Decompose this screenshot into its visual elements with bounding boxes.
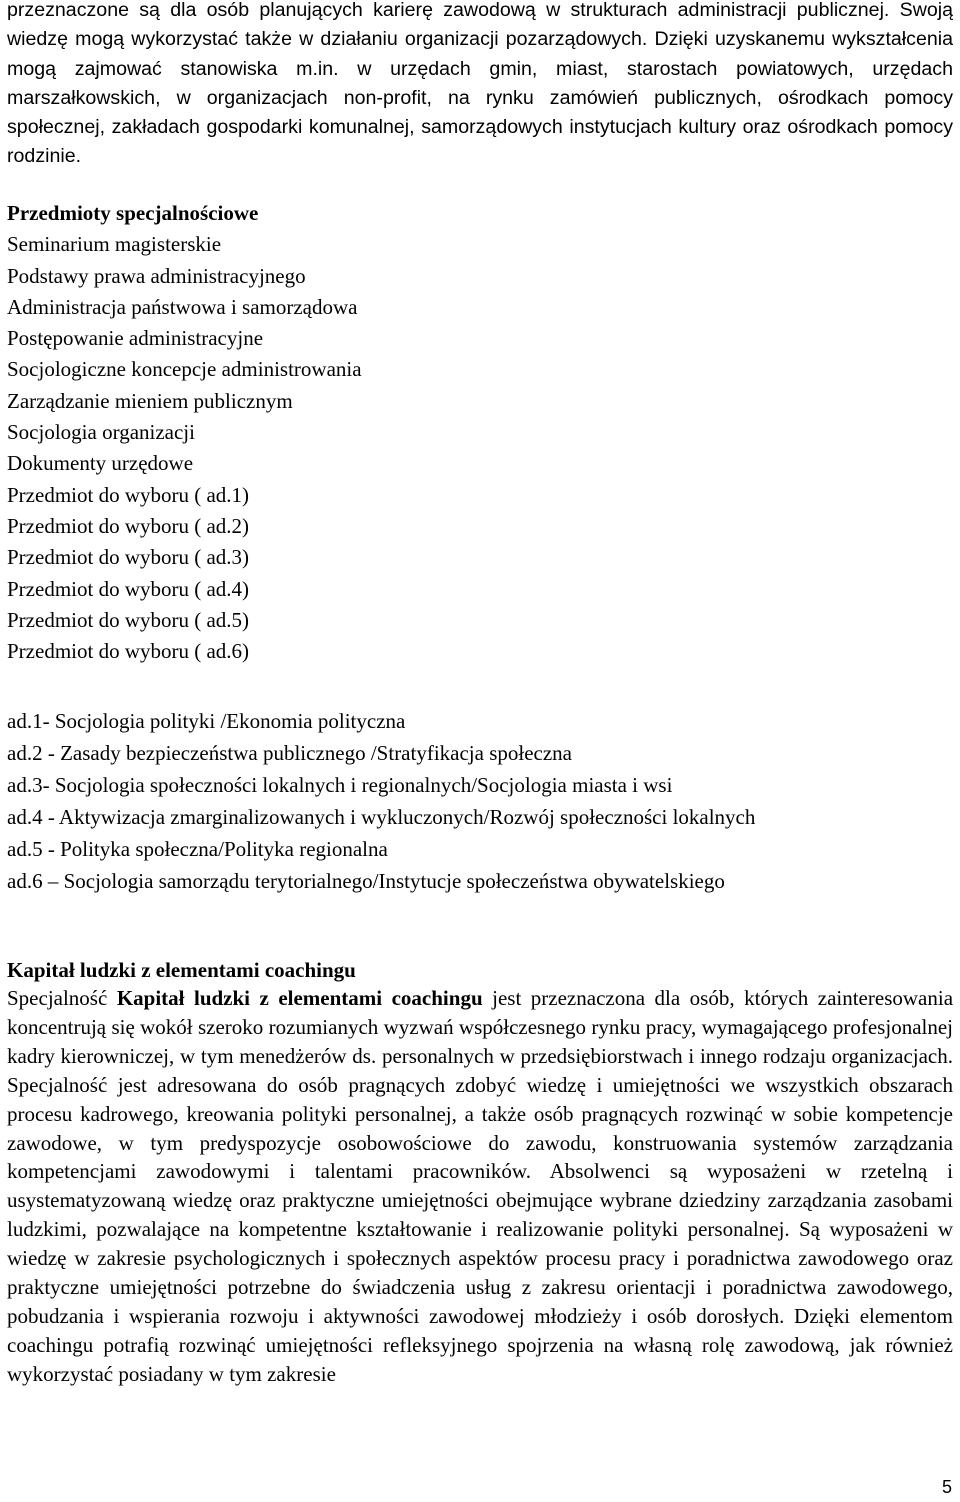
page-number: 5 bbox=[941, 1477, 952, 1497]
section-title: Kapitał ludzki z elementami coachingu bbox=[7, 958, 356, 982]
elective-note: ad.4 - Aktywizacja zmarginalizowanych i wykluczonych/Rozwój społeczności lokalnych bbox=[7, 805, 756, 829]
subject-item: Administracja państwowa i samorządowa bbox=[7, 294, 358, 319]
subject-item: Przedmiot do wyboru ( ad.1) bbox=[7, 482, 250, 507]
elective-note: ad.2 - Zasady bezpieczeństwa publicznego /Stratyfikacja społeczna bbox=[7, 741, 573, 765]
subject-item: Przedmiot do wyboru ( ad.2) bbox=[7, 513, 250, 538]
subject-item: Seminarium magisterskie bbox=[7, 232, 222, 257]
section-text: jest przeznaczona dla osób, których zainteresowania koncentrują się wokół szeroko rozumianych wyzwań współczesnego rynku pracy, wymagającego profesjonalnej kadry kierowniczej, w tym menedżerów ds. personalnych w przedsiębiorstwach i innego rodzaju organizacjach. Specjalność jest adresowana do osób pragnących zdobyć wiedzę i umiejętności we wszystkich obszarach procesu kadrowego, kreowania polityki personalnej, a także osób pragnących rozwinąć w sobie kompetencje zawodowe, w tym predyspozycje osobowościowe do zawodu, konstruowania systemów zarządzania kompetencjami zawodowymi i talentami pracowników. Absolwenci są wyposażeni w rzetelną i usystematyzowaną wiedzę oraz praktyczne umiejętności obejmujące wybrane dziedziny zarządzania zasobami ludzkimi, pozwalające na kompetentne kształtowanie i realizowanie polityki personalnej. Są wyposażeni w wiedzę w zakresie psychologicznych i społecznych aspektów procesu pracy i poradnictwa zawodowego oraz praktyczne umiejętności potrzebne do świadczenia usług z zakresu orientacji i poradnictwa zawodowego, pobudzania i wspierania rozwoju i aktywności zawodowej młodzieży i osób dorosłych. Dzięki elementom coachingu potrafią rozwinąć umiejętności refleksyjnego spojrzenia na własną rolę zawodową, jak również wykorzystać posiadany w tym zakresie bbox=[7, 986, 954, 1386]
subject-item: Postępowanie administracyjne bbox=[7, 326, 264, 351]
subjects-heading: Przedmioty specjalnościowe bbox=[7, 201, 259, 225]
elective-note: ad.5 - Polityka społeczna/Polityka regionalna bbox=[7, 837, 388, 861]
subject-item: Zarządzanie mieniem publicznym bbox=[7, 388, 293, 413]
subject-item: Socjologia organizacji bbox=[7, 420, 195, 445]
elective-note: ad.1- Socjologia polityki /Ekonomia polityczna bbox=[7, 709, 406, 733]
section-lead: Specjalność bbox=[7, 986, 108, 1010]
elective-note: ad.6 – Socjologia samorządu terytorialnego/Instytucje społeczeństwa obywatelskiego bbox=[7, 869, 725, 893]
electives-list bbox=[7, 705, 755, 897]
subject-item: Socjologiczne koncepcje administrowania bbox=[7, 357, 362, 382]
subject-item: Przedmiot do wyboru ( ad.5) bbox=[7, 607, 250, 632]
subject-item: Dokumenty urzędowe bbox=[7, 451, 194, 476]
subjects-list bbox=[7, 198, 362, 667]
subject-item: Przedmiot do wyboru ( ad.3) bbox=[7, 545, 250, 570]
section-paragraph bbox=[7, 984, 953, 1389]
intro-paragraph: przeznaczone są dla osób planujących karierę zawodową w strukturach administracji publicznej. Swoją wiedzę mogą wykorzystać także w działaniu organizacji pozarządowych. Dzięki uzyskanemu wykształcenia mogą zajmować stanowiska m.in. w urzędach gmin, miast, starostach powiatowych, urzędach marszałkowskich, w organizacjach non-profit, na rynku zamówień publicznych, ośrodkach pomocy społecznej, zakładach gospodarki komunalnej, samorządowych instytucjach kultury oraz ośrodkach pomocy rodzinie. bbox=[7, 0, 953, 168]
section-lead-bold: Kapitał ludzki z elementami coachingu bbox=[116, 986, 483, 1010]
subject-item: Podstawy prawa administracyjnego bbox=[7, 263, 306, 288]
subject-item: Przedmiot do wyboru ( ad.6) bbox=[7, 639, 250, 664]
elective-note: ad.3- Socjologia społeczności lokalnych i regionalnych/Socjologia miasta i wsi bbox=[7, 773, 673, 797]
subject-item: Przedmiot do wyboru ( ad.4) bbox=[7, 576, 250, 601]
